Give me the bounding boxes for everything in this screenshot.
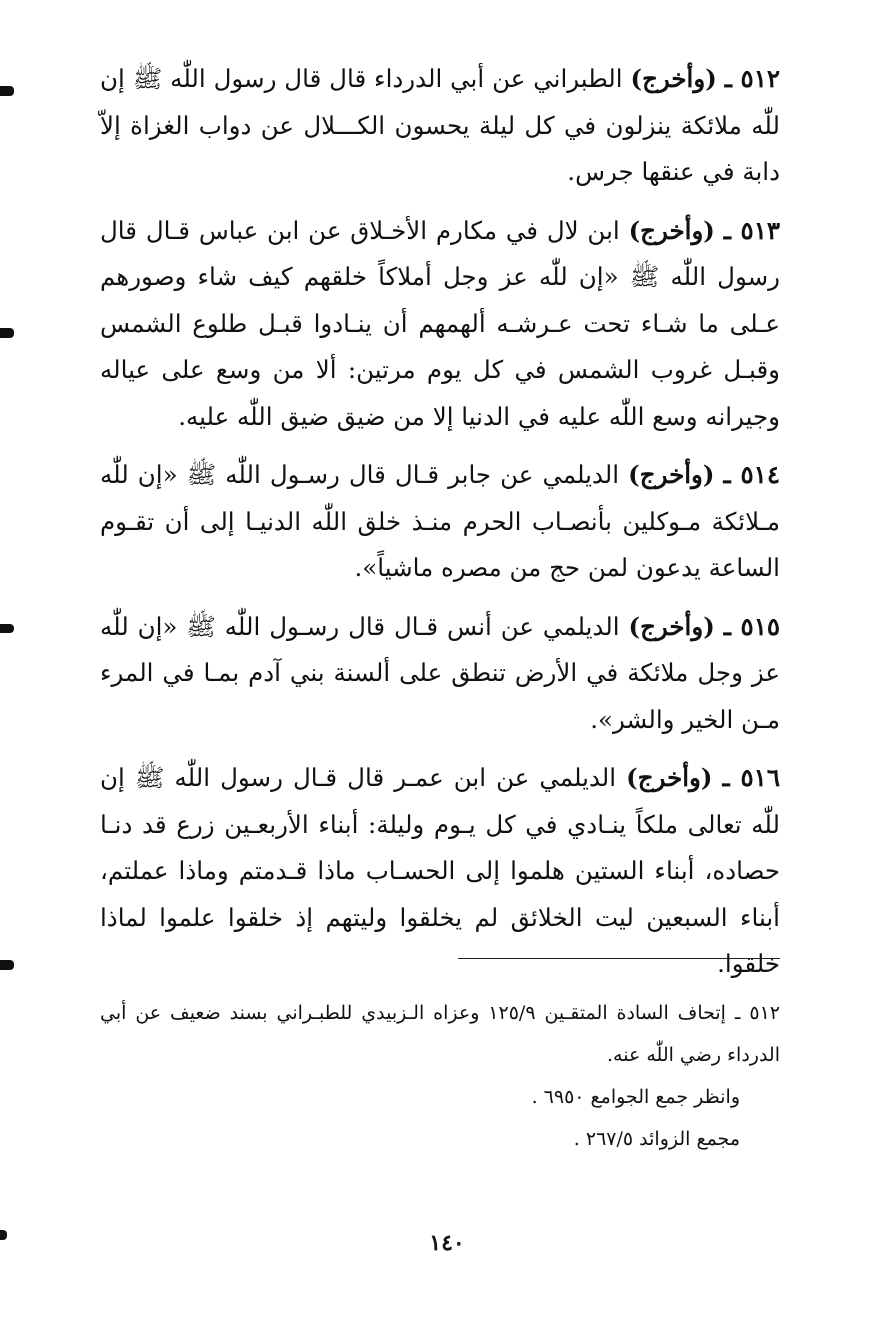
entry-number: ٥١٣ ـ [723, 215, 781, 245]
entry-source: (وأخرج) [630, 64, 717, 93]
entry-text: الديلمي عن أنس قـال قال رسـول اللّٰه ﷺ «إن للّٰه عز وجل ملائكة في الأرض تنطق على ألسنة بني آدم بمـا في المرء مـن الخير والشر». [100, 611, 780, 734]
entry-source: (وأخرج) [628, 460, 715, 489]
scan-edge-mark [0, 86, 14, 96]
entry-516 [100, 755, 780, 988]
entry-number: ٥١٥ ـ [723, 611, 781, 641]
entry-number: ٥١٢ ـ [724, 64, 781, 93]
entry-number: ٥١٦ ـ [722, 763, 780, 792]
entry-text: الطبراني عن أبي الدرداء قال قال رسول اللّٰه ﷺ إن للّٰه ملائكة ينزلون في كل ليلة يحسون الكـــلال عن دواب الغزاة إلاّ دابة في عنقها جرس. [100, 64, 780, 186]
footnote-512: ٥١٢ ـ إتحاف السادة المتقـين ١٢٥/٩ وعزاه الـزبيدي للطبـراني بسند ضعيف عن أبي الدرداء رضي اللّٰه عنه. [100, 1002, 780, 1066]
entry-source: (وأخرج) [628, 215, 715, 245]
footnote-divider [458, 958, 780, 959]
footnotes [100, 992, 780, 1160]
entry-514 [100, 452, 780, 592]
entry-515 [100, 604, 780, 744]
footnote-reference: وانظر جمع الجوامع ٦٩٥٠ . [531, 1086, 740, 1108]
entry-text: الديلمي عن جابر قـال قال رسـول اللّٰه ﷺ «إن للّٰه مـلائكة مـوكلين بأنصـاب الحرم منـذ خلق اللّٰه الدنيـا إلى أن تقـوم الساعة يدعون لمن حج من مصره ماشياً». [100, 460, 780, 582]
entry-source: (وأخرج) [626, 763, 713, 792]
entry-text: ابن لال في مكارم الأخـلاق عن ابن عباس قـال قال رسول اللّٰه ﷺ «إن للّٰه عز وجل أملاكاً خلقهم كيف شاء وصورهم عـلى ما شـاء تحت عـرشـه ألهمهم أن ينـادوا قبـل طلوع الشمس وقبـل غروب الشمس في كل يوم مرتين: ألا من وسع على عياله وجيرانه وسع اللّٰه عليه في الدنيا إلا من ضيق ضيق اللّٰه عليه. [100, 215, 780, 431]
scan-edge-mark [0, 624, 14, 633]
footnote-reference: مجمع الزوائد ٢٦٧/٥ . [573, 1128, 740, 1150]
scan-edge-mark [0, 328, 14, 338]
scan-edge-mark [0, 1230, 7, 1240]
entry-number: ٥١٤ ـ [723, 460, 780, 489]
entry-text: الديلمي عن ابن عمـر قال قـال رسول اللّٰه ﷺ إن للّٰه تعالى ملكاً ينـادي في كل يـوم وليلة: أبناء الأربعـين زرع قد دنـا حصاده، أبناء الستين هلموا إلى الحسـاب ماذا قـدمتم وماذا عملتم، أبناء السبعين ليت الخلائق لم يخلقوا وليتهم إذ خلقوا علموا لماذا خلقوا. [100, 763, 780, 978]
entry-source: (وأخرج) [628, 611, 715, 641]
main-text [100, 56, 780, 1000]
entry-512 [100, 56, 780, 196]
scan-edge-mark [0, 960, 14, 970]
page-number: ١٤٠ [429, 1230, 465, 1256]
entry-513 [100, 208, 780, 441]
